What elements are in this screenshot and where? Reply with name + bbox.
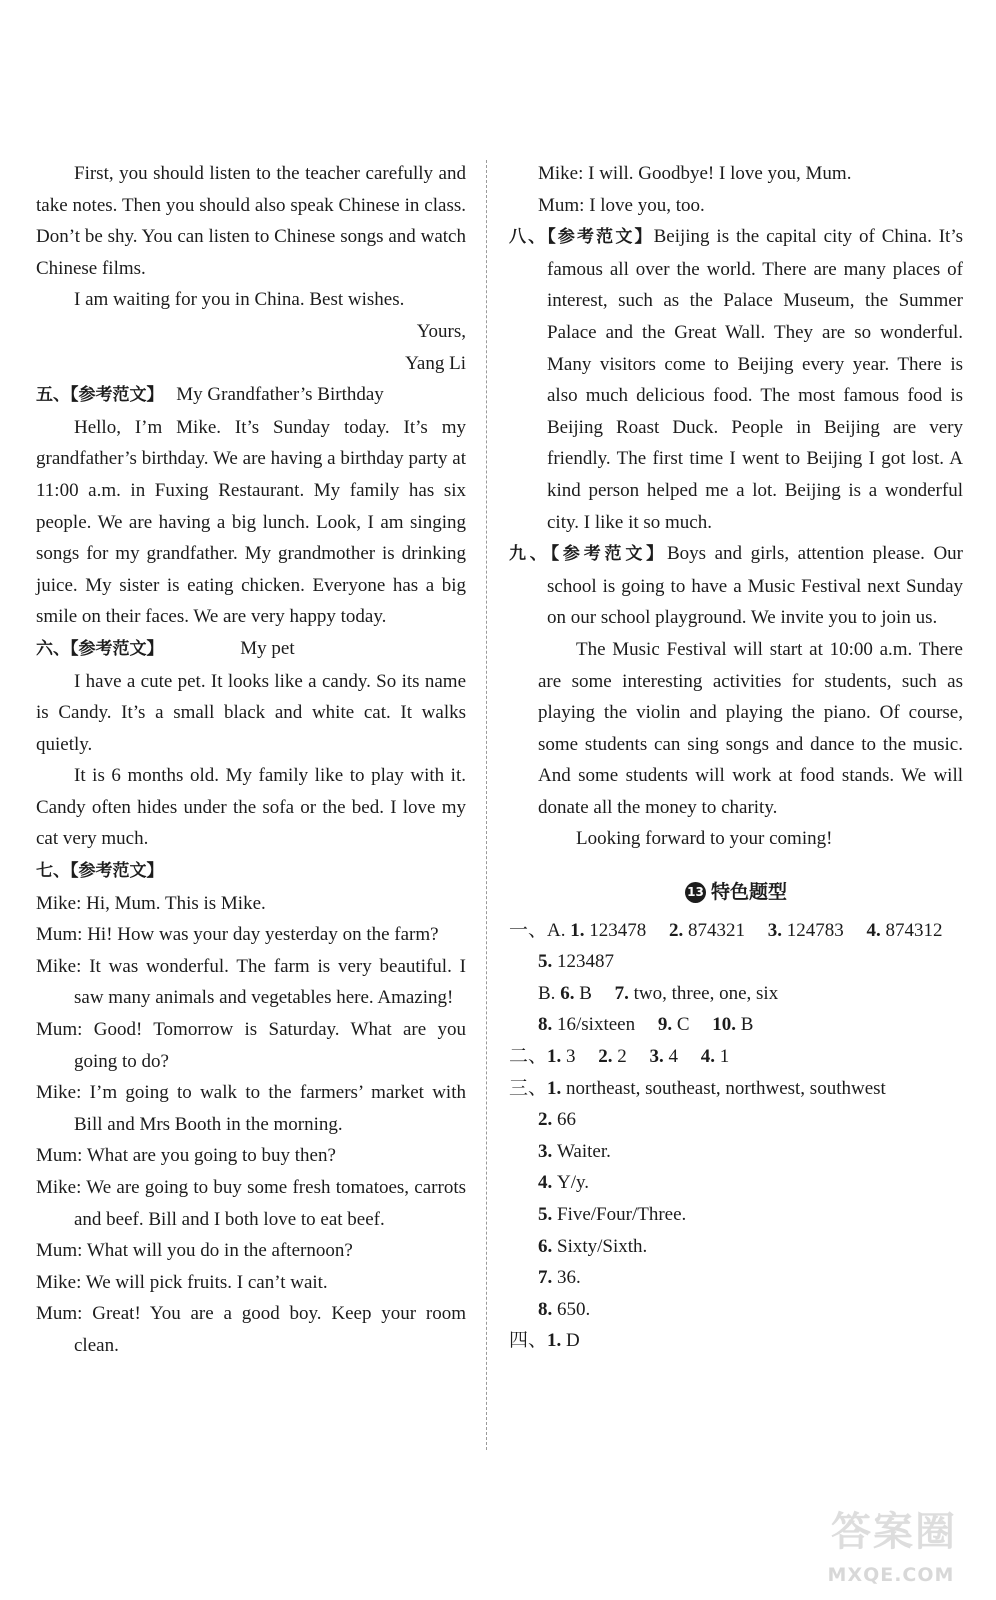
answer-value: 123487 — [557, 951, 614, 973]
section-5-label: 五、【参考范文】 — [36, 385, 164, 406]
answer-number: 2. — [538, 1109, 553, 1131]
answer-value: B — [740, 1014, 754, 1036]
unit-heading — [509, 877, 963, 909]
answer-value: 2 — [617, 1046, 627, 1068]
letter-paragraph-1: First, you should listen to the teacher carefully and take notes. Then you should also speak Chinese in class. Don’t be shy. You can listen to Chinese songs and watch Chinese films. — [36, 163, 466, 279]
section-6-paragraph-2: It is 6 months old. My family like to play with it. Candy often hides under the sofa or the bed. I love my cat very much. — [36, 765, 466, 850]
dialogue-line: Mike: We are going to buy some fresh tomatoes, carrots and beef. Bill and I both love to eat beef. — [36, 1177, 466, 1230]
section-7-heading — [36, 855, 466, 888]
section-8-label: 八、【参考范文】 — [509, 227, 654, 248]
dialogue-line: Mum: Great! You are a good boy. Keep your room clean. — [36, 1303, 466, 1356]
section-7-label: 七、【参考范文】 — [36, 861, 164, 882]
answers-q2 — [509, 1041, 963, 1073]
answer-number: 4. — [866, 919, 881, 941]
answer-number: 2. — [668, 919, 684, 941]
answers-q4 — [509, 1325, 963, 1357]
section-9-paragraph-2: The Music Festival will start at 10:00 a.m. There are some interesting activities for students, such as playing the violin and playing the piano. Of course, some students can sing songs and dance to the music. And some students will work at food stands. We will donate all the money to charity. — [538, 638, 963, 818]
answer-number: 10. — [712, 1014, 737, 1036]
section-6-heading — [36, 633, 466, 666]
answers-q3-item — [509, 1136, 963, 1168]
letter-closing: Yours, — [416, 320, 466, 342]
answer-number: 7. — [614, 982, 629, 1004]
q3-label: 三、 — [509, 1077, 548, 1099]
answer-value: 123478 — [589, 919, 647, 941]
answers-q1b-cont — [509, 1009, 963, 1041]
answers-q3-item — [509, 1262, 963, 1294]
dialogue-line: Mike: Hi, Mum. This is Mike. — [36, 892, 266, 914]
watermark-site: MXQE.COM — [827, 1564, 955, 1586]
section-8 — [509, 221, 963, 538]
section-6-paragraph-1: I have a cute pet. It looks like a candy. So its name is Candy. It’s a small black and white cat. It walks quietly. — [36, 670, 466, 755]
answer-number: 6. — [538, 1235, 553, 1257]
answer-number: 4. — [538, 1172, 553, 1194]
answer-value: 1 — [719, 1046, 730, 1068]
answers-q3-item — [509, 1199, 963, 1231]
section-9-paragraph-1: Boys and girls, attention please. Our school is going to have a Music Festival next Sunday on our school playground. We invite you to join us. — [547, 543, 964, 629]
answers-q1a — [509, 915, 963, 947]
answers-q3-item — [509, 1167, 963, 1199]
section-9-label: 九、【参考范文】 — [509, 544, 667, 565]
answer-number: 1. — [547, 1330, 562, 1352]
answer-number: 9. — [657, 1014, 673, 1036]
answer-number: 5. — [538, 1204, 553, 1225]
answer-number: 2. — [598, 1046, 613, 1068]
dialogue-line: Mum: Hi! How was your day yesterday on the farm? — [36, 924, 439, 946]
answer-number: 7. — [538, 1267, 553, 1289]
section-5-body: Hello, I’m Mike. It’s Sunday today. It’s my grandfather’s birthday. We are having a birthday party at 11:00 a.m. in Fuxing Restaurant. My family has six people. We are having a big lunch. Look, I am singing songs for my grandfather. My grandmother is drinking juice. My sister is eating chicken. Everyone has a big smile on their faces. We are very happy today. — [36, 416, 466, 628]
right-column — [509, 158, 963, 1357]
section-8-body: Beijing is the capital city of China. It’s famous all over the world. There are many places of interest, such as the Palace Museum, the Summer Palace and the Great Wall. They are so wonderful. Many visitors come to Beijing every year. There is also much delicious food. The most famous food is Beijing Roast Duck. People in Beijing are very friendly. The first time I went to Beijing I got lost. A kind person helped me a lot. Beijing is a wonderful city. I like it so much. — [547, 226, 963, 533]
answer-number: 1. — [547, 1046, 562, 1068]
answers-q1b — [509, 978, 963, 1010]
dialogue-line: Mum: What are you going to buy then? — [36, 1145, 336, 1167]
answer-value: 124783 — [786, 919, 844, 941]
answer-value: 16/sixteen — [557, 1014, 636, 1036]
answer-number: 1. — [570, 919, 585, 941]
answer-value: 4 — [668, 1046, 679, 1068]
dialogue-line: Mike: It was wonderful. The farm is very beautiful. I saw many animals and vegetables here. Amazing! — [36, 955, 466, 1009]
section-5-heading — [36, 379, 466, 412]
answer-value: 874321 — [687, 919, 745, 941]
answer-value: Sixty/Sixth. — [557, 1235, 648, 1257]
answer-value: C — [676, 1014, 690, 1036]
answer-number: 5. — [538, 951, 553, 973]
dialogue-line: Mike: I will. Goodbye! I love you, Mum. — [538, 163, 852, 184]
answer-value: northeast, southeast, northwest, southwest — [566, 1077, 886, 1099]
answer-number: 1. — [547, 1077, 562, 1099]
q1-label: 一、A. — [509, 919, 566, 941]
letter-paragraph-2: I am waiting for you in China. Best wishes. — [74, 289, 405, 311]
answers-q3-item — [509, 1104, 963, 1136]
section-6-label: 六、【参考范文】 — [36, 638, 164, 659]
answer-value: Five/Four/Three. — [557, 1204, 687, 1225]
section-9 — [509, 538, 963, 634]
answers-q3-item — [509, 1231, 963, 1263]
site-watermark — [806, 1496, 976, 1586]
answer-number: 3. — [767, 919, 782, 941]
section-9-paragraph-3: Looking forward to your coming! — [576, 828, 833, 850]
answer-value: 650. — [557, 1298, 591, 1320]
answer-number: 8. — [538, 1014, 553, 1036]
answer-number: 3. — [538, 1140, 553, 1162]
dialogue-line: Mum: Good! Tomorrow is Saturday. What are you going to do? — [36, 1019, 466, 1072]
answer-value: Waiter. — [557, 1140, 611, 1162]
dialogue-line: Mum: What will you do in the afternoon? — [36, 1240, 353, 1262]
answers-q1a-cont — [509, 946, 963, 978]
answer-value: two, three, one, six — [633, 982, 779, 1004]
answer-value: 3 — [566, 1046, 576, 1068]
section-6-title: My pet — [240, 637, 295, 659]
answer-number: 6. — [560, 982, 575, 1004]
q4-label: 四、 — [509, 1330, 548, 1352]
answer-number: 4. — [700, 1046, 716, 1068]
left-column — [36, 158, 466, 1362]
answer-value: 66 — [557, 1109, 576, 1131]
dialogue-line: Mum: I love you, too. — [538, 194, 705, 216]
column-divider — [486, 160, 487, 1450]
q1b-label: B. — [538, 982, 556, 1004]
answers-q3-1 — [509, 1073, 963, 1105]
answer-value: Y/y. — [557, 1172, 590, 1194]
dialogue-line: Mike: I’m going to walk to the farmers’ market with Bill and Mrs Booth in the morning. — [36, 1082, 466, 1135]
dialogue-line: Mike: We will pick fruits. I can’t wait. — [36, 1271, 328, 1293]
letter-signature: Yang Li — [405, 352, 466, 374]
answer-value: 874312 — [885, 919, 943, 941]
answer-value: D — [566, 1330, 580, 1352]
section-5-title: My Grandfather’s Birthday — [176, 384, 384, 406]
watermark-logo: 答案圈 — [831, 1509, 957, 1555]
answer-number: 8. — [538, 1298, 553, 1320]
answer-value: 36. — [557, 1267, 581, 1289]
answer-number: 3. — [649, 1046, 664, 1068]
q2-label: 二、 — [509, 1046, 548, 1068]
answer-value: B — [579, 982, 592, 1004]
unit-number-badge: 13 — [685, 882, 706, 903]
unit-title: 特色题型 — [710, 881, 787, 904]
answers-q3-item — [509, 1294, 963, 1326]
